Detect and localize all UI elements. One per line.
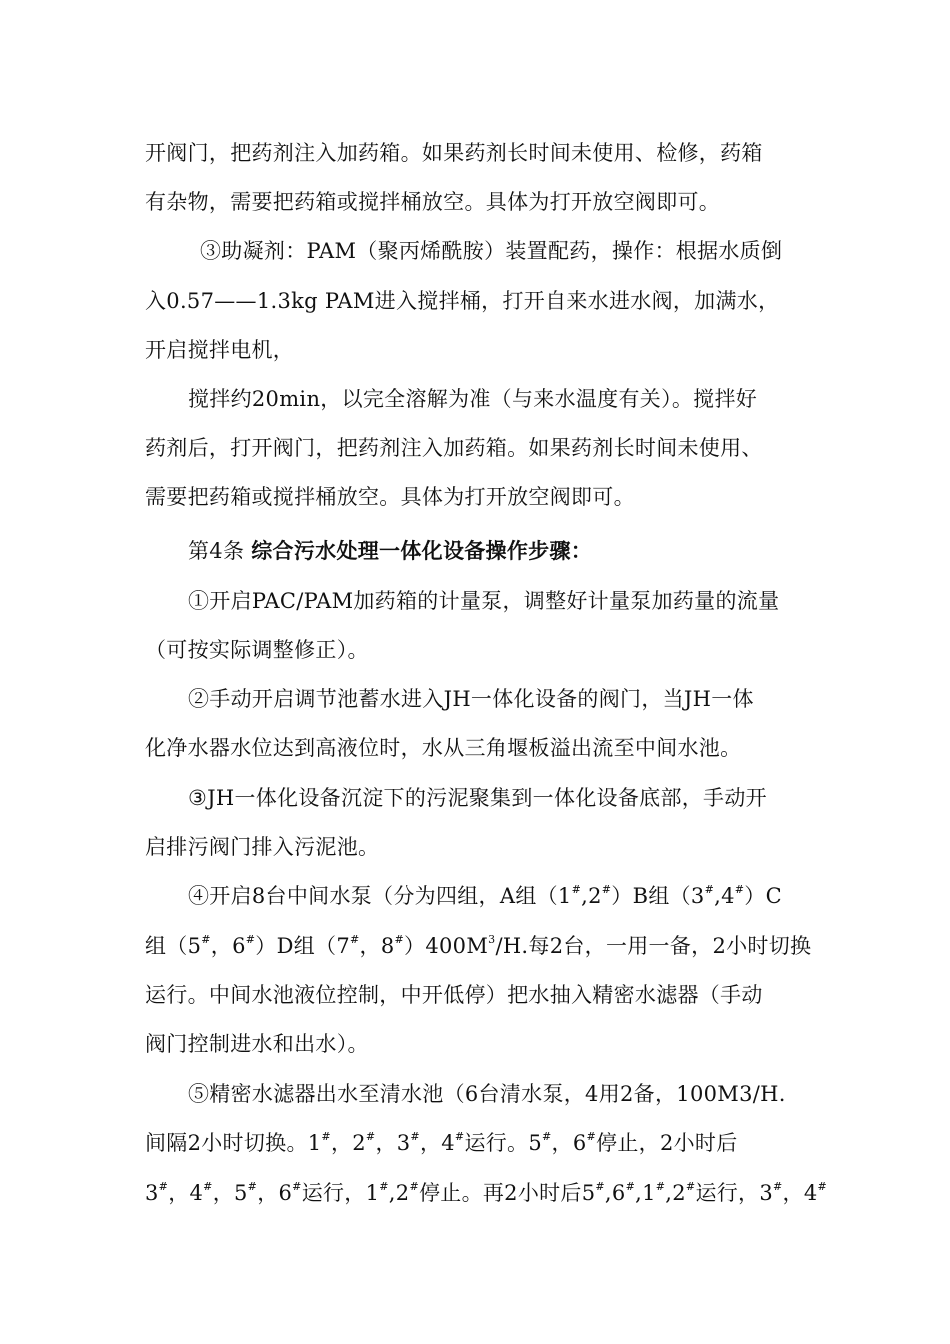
text-segment: ，4: [168, 1181, 204, 1205]
text-segment: ，4: [782, 1181, 818, 1205]
text-segment: ）B组（3: [611, 884, 705, 908]
text-segment: ,2: [581, 884, 602, 908]
text-line: 阀门控制进水和出水）。: [145, 1032, 369, 1056]
text-segment: ，5: [212, 1181, 248, 1205]
superscript: #: [158, 1180, 169, 1193]
superscript: #: [409, 1180, 419, 1193]
text-line: 开阀门，把药剂注入加药箱。如果药剂长时间未使用、检修，药箱: [145, 141, 763, 165]
text-segment: 运行，3: [695, 1181, 773, 1205]
superscript: #: [704, 883, 715, 896]
superscript: #: [410, 1130, 420, 1143]
text-segment: ，6: [551, 1131, 587, 1155]
superscript: #: [321, 1130, 331, 1143]
superscript: #: [247, 1180, 258, 1193]
text-line: 启排污阀门排入污泥池。: [145, 835, 380, 859]
superscript: #: [394, 933, 405, 946]
text-segment: ④开启8台中间水泵（分为四组，A组（1: [188, 884, 572, 908]
section-number: 第4条: [188, 539, 252, 563]
superscript: #: [203, 1180, 213, 1193]
superscript: #: [685, 1180, 696, 1193]
text-segment: 停止。再2小时后5: [418, 1181, 596, 1205]
superscript: 3: [488, 933, 496, 946]
text-segment: ,1: [635, 1181, 656, 1205]
text-line: [145, 931, 811, 961]
text-segment: ，3: [375, 1131, 411, 1155]
superscript: #: [542, 1130, 552, 1143]
superscript: #: [365, 1130, 376, 1143]
text-segment: ）C: [744, 884, 782, 908]
text-line: 搅拌约20min，以完全溶解为准（与来水温度有关）。搅拌好: [188, 387, 758, 411]
text-line: ①开启PAC/PAM加药箱的计量泵，调整好计量泵加药量的流量: [188, 589, 780, 613]
superscript: #: [571, 883, 582, 896]
text-line: ⑤精密水滤器出水至清水池（6台清水泵，4用2备，100M3/H.: [188, 1082, 786, 1106]
text-line: 需要把药箱或搅拌桶放空。具体为打开放空阀即可。: [145, 485, 635, 509]
superscript: #: [201, 933, 211, 946]
text-line: [145, 1128, 738, 1158]
text-segment: ，6: [257, 1181, 293, 1205]
text-line: 入0.57——1.3kg PAM进入搅拌桶，打开自来水进水阀，加满水，: [145, 289, 780, 313]
text-line: 运行。中间水池液位控制，中开低停）把水抽入精密水滤器（手动: [145, 983, 763, 1007]
superscript: #: [379, 1180, 389, 1193]
superscript: #: [292, 1180, 302, 1193]
text-segment: 运行。5: [464, 1131, 543, 1155]
text-segment: ,2: [665, 1181, 686, 1205]
text-segment: /H.每2台，一用一备，2小时切换: [495, 934, 812, 958]
text-segment: ,2: [388, 1181, 410, 1205]
text-line: （可按实际调整修正）。: [145, 638, 369, 662]
superscript: #: [454, 1130, 465, 1143]
superscript: #: [655, 1180, 666, 1193]
text-line: ③助凝剂：PAM（聚丙烯酰胺）装置配药，操作：根据水质倒: [200, 239, 783, 263]
text-segment: 间隔2小时切换。1: [145, 1131, 322, 1155]
text-line: ②手动开启调节池蓄水进入JH一体化设备的阀门，当JH一体: [188, 687, 754, 711]
superscript: #: [817, 1180, 828, 1193]
text-segment: ）D组（7: [255, 934, 350, 958]
text-line: 化净水器水位达到高液位时，水从三角堰板溢出流至中间水池。: [145, 736, 742, 760]
superscript: #: [586, 1130, 597, 1143]
superscript: #: [595, 1180, 605, 1193]
superscript: #: [350, 933, 360, 946]
text-segment: 3: [145, 1181, 159, 1205]
text-segment: 停止，2小时后: [596, 1131, 738, 1155]
text-line: [145, 1178, 827, 1208]
text-segment: 运行，1: [301, 1181, 380, 1205]
text-line: 开启搅拌电机，: [145, 338, 295, 362]
section-title: 综合污水处理一体化设备操作步骤：: [251, 538, 593, 563]
text-segment: ）400M: [404, 934, 489, 958]
superscript: #: [245, 933, 256, 946]
text-segment: ，8: [359, 934, 395, 958]
text-line: [188, 881, 782, 911]
text-line: 药剂后，打开阀门，把药剂注入加药箱。如果药剂长时间未使用、: [145, 436, 763, 460]
section-heading: [188, 536, 592, 566]
superscript: #: [734, 883, 745, 896]
text-segment: ，4: [419, 1131, 455, 1155]
text-segment: ,4: [714, 884, 735, 908]
text-segment: 组（5: [145, 934, 202, 958]
text-segment: ，2: [330, 1131, 366, 1155]
text-segment: ，6: [210, 934, 246, 958]
text-segment: ,6: [604, 1181, 626, 1205]
superscript: #: [773, 1180, 783, 1193]
superscript: #: [601, 883, 612, 896]
text-line: 有杂物，需要把药箱或搅拌桶放空。具体为打开放空阀即可。: [145, 190, 721, 214]
superscript: #: [625, 1180, 636, 1193]
text-line: ③JH一体化设备沉淀下的污泥聚集到一体化设备底部，手动开: [188, 786, 767, 810]
